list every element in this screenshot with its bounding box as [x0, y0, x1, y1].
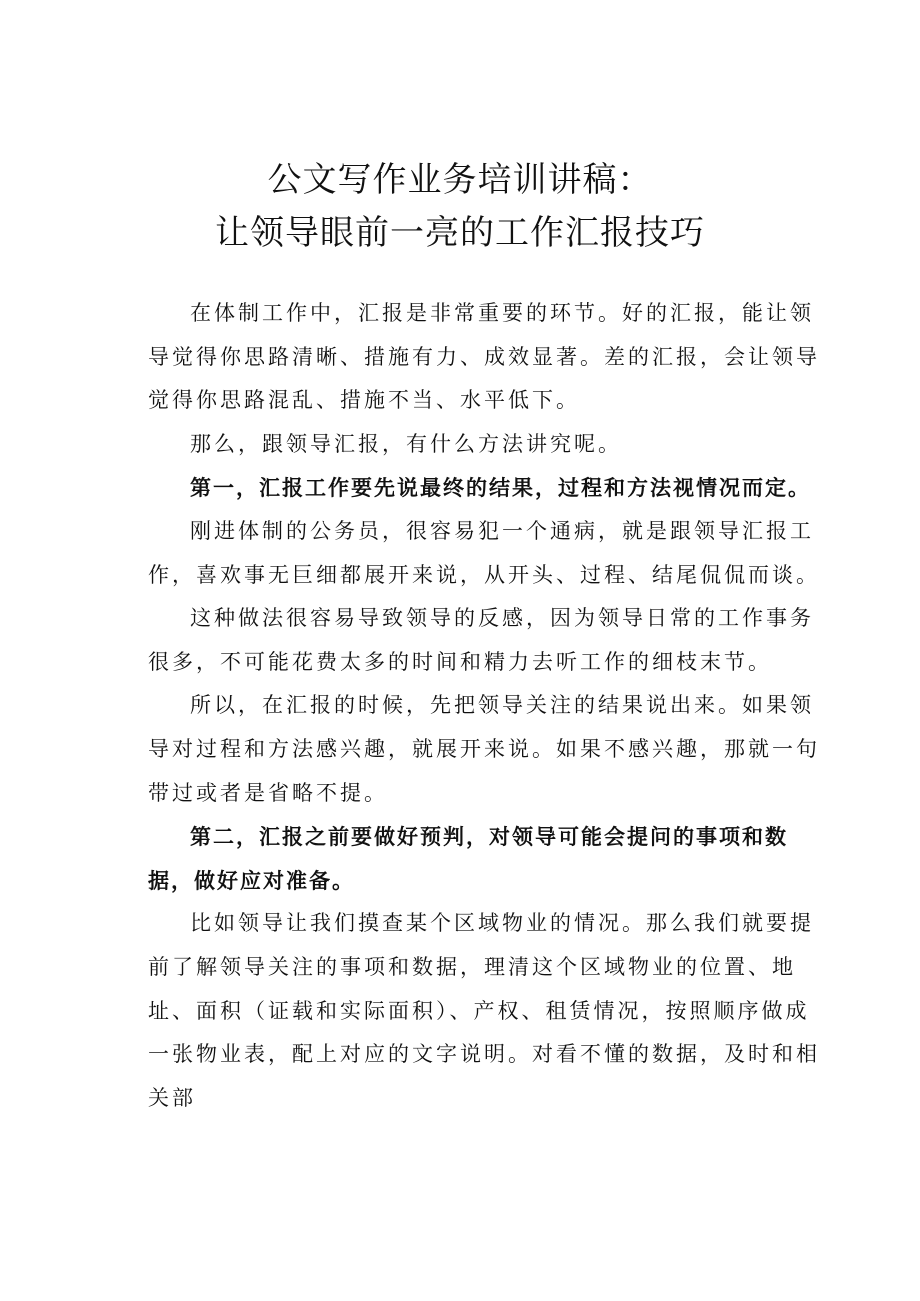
section-heading-1: 第一，汇报工作要先说最终的结果，过程和方法视情况而定。 [190, 475, 811, 501]
paragraph-intro: 在体制工作中，汇报是非常重要的环节。好的汇报，能让领导觉得你思路清晰、措施有力、成效显著。差的汇报，会让领导觉得你思路混乱、措施不当、水平低下。 [148, 301, 820, 413]
paragraph-result-first: 所以，在汇报的时候，先把领导关注的结果说出来。如果领导对过程和方法感兴趣，就展开来说。如果不感兴趣，那就一句带过或者是省略不提。 [148, 693, 820, 805]
paragraph-question: 那么，跟领导汇报，有什么方法讲究呢。 [190, 431, 622, 456]
document-title-line-1: 公文写作业务培训讲稿： [267, 160, 653, 200]
document-title-line-2: 让领导眼前一亮的工作汇报技巧 [215, 213, 705, 253]
document-body [148, 292, 828, 1120]
paragraph-common-mistake: 刚进体制的公务员，很容易犯一个通病，就是跟领导汇报工作，喜欢事无巨细都展开来说，从开头、过程、结尾侃侃而谈。 [148, 518, 820, 587]
paragraph-leader-reaction: 这种做法很容易导致领导的反感，因为领导日常的工作事务很多，不可能花费太多的时间和精力去听工作的细枝末节。 [148, 606, 814, 674]
paragraph-example: 比如领导让我们摸查某个区域物业的情况。那么我们就要提前了解领导关注的事项和数据，理清这个区域物业的位置、地址、面积（证载和实际面积）、产权、租赁情况，按照顺序做成一张物业表，配上对应的文字说明。对看不懂的数据，及时和相关部 [148, 911, 820, 1110]
section-heading-2: 第二，汇报之前要做好预判，对领导可能会提问的事项和数据，做好应对准备。 [148, 824, 788, 893]
